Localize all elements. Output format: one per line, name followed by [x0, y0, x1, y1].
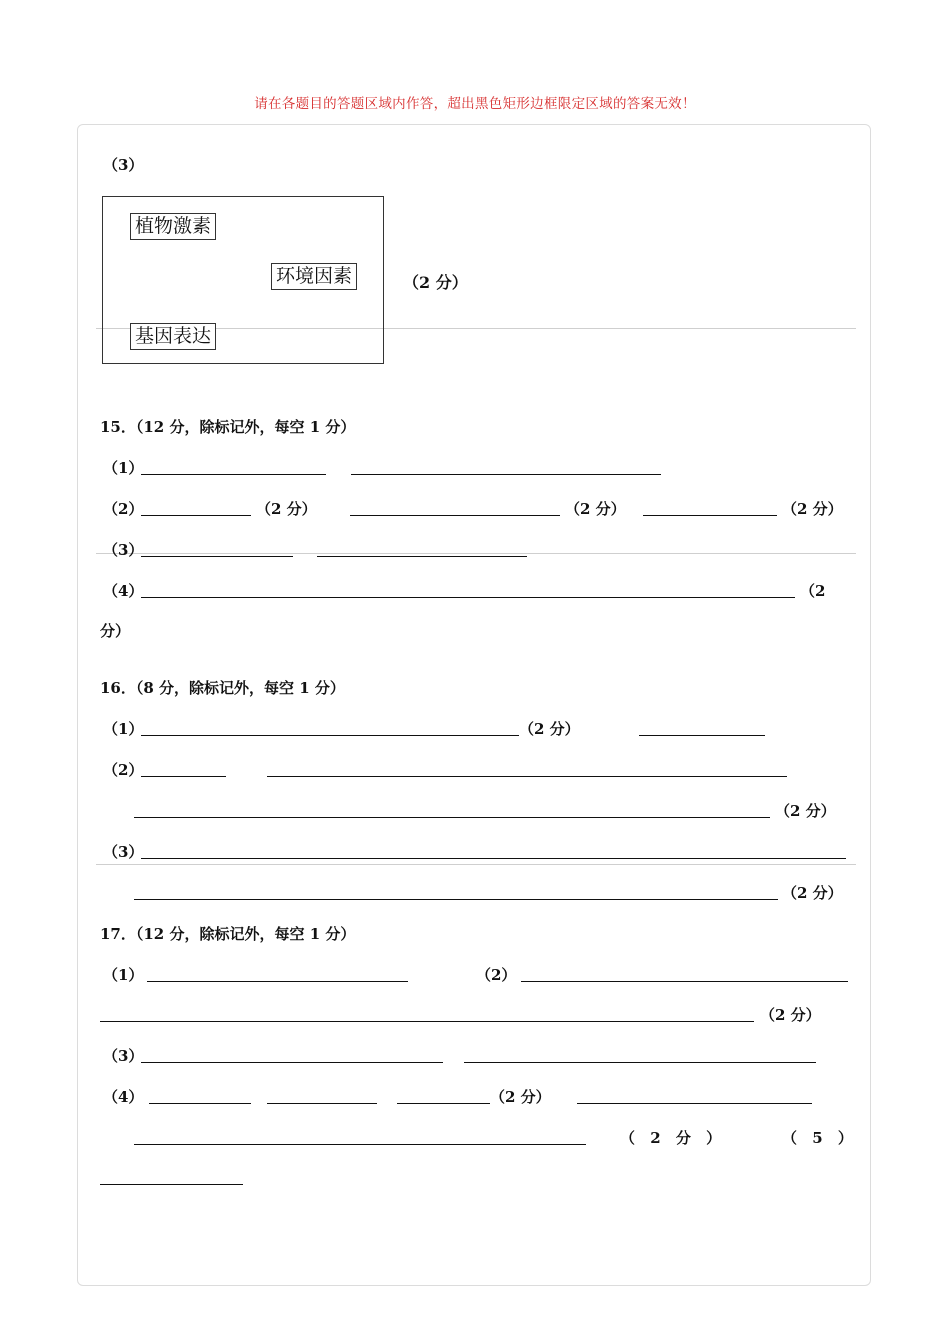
answer-blank[interactable]	[577, 1103, 812, 1104]
q14-part3-label: （3）	[103, 156, 144, 174]
q15-score-a: （2 分）	[256, 500, 317, 518]
q15-part1-label: （1）	[103, 459, 144, 477]
environment-factor-box: 环境因素	[271, 263, 357, 290]
q17-score-a: （2 分）	[760, 1006, 821, 1024]
answer-blank[interactable]	[141, 597, 795, 598]
q14-score: （2 分）	[403, 273, 468, 292]
answer-blank[interactable]	[141, 1062, 443, 1063]
answer-blank[interactable]	[147, 981, 408, 982]
answer-blank[interactable]	[100, 1021, 754, 1022]
q17-part3-label: （3）	[103, 1047, 144, 1065]
answer-blank[interactable]	[267, 776, 787, 777]
q17-score-c: （ 2 分 ）	[620, 1129, 722, 1147]
answer-blank[interactable]	[141, 515, 251, 516]
q17-part1-label: （1）	[103, 966, 144, 984]
q15-score-c: （2 分）	[782, 500, 843, 518]
q15-score-d-continued: 分）	[100, 622, 131, 640]
answer-blank[interactable]	[134, 899, 778, 900]
plant-hormone-box: 植物激素	[130, 213, 216, 240]
gene-expression-box: 基因表达	[130, 323, 216, 350]
q17-title: 17．（12 分，除标记外，每空 1 分）	[100, 925, 356, 943]
answer-area-warning: 请在各题目的答题区域内作答，超出黑色矩形边框限定区域的答案无效！	[254, 96, 696, 112]
q15-score-b: （2 分）	[565, 500, 626, 518]
answer-blank[interactable]	[141, 858, 846, 859]
q15-score-d: （2	[800, 582, 826, 600]
answer-blank[interactable]	[351, 474, 661, 475]
q15-part2-label: （2）	[103, 500, 144, 518]
answer-blank[interactable]	[141, 735, 519, 736]
q16-score-c: （2 分）	[782, 884, 843, 902]
answer-blank[interactable]	[141, 776, 226, 777]
answer-blank[interactable]	[100, 1184, 243, 1185]
answer-blank[interactable]	[134, 817, 770, 818]
answer-blank[interactable]	[643, 515, 777, 516]
q15-title: 15．（12 分，除标记外，每空 1 分）	[100, 418, 356, 436]
q16-score-a: （2 分）	[519, 720, 580, 738]
q16-part1-label: （1）	[103, 720, 144, 738]
regulation-diagram	[102, 196, 384, 364]
q17-score-b: （2 分）	[490, 1088, 551, 1106]
answer-blank[interactable]	[464, 1062, 816, 1063]
answer-blank[interactable]	[149, 1103, 251, 1104]
answer-blank[interactable]	[521, 981, 848, 982]
q16-score-b: （2 分）	[775, 802, 836, 820]
answer-blank[interactable]	[134, 1144, 586, 1145]
answer-blank[interactable]	[397, 1103, 490, 1104]
q17-part4-label: （4）	[103, 1088, 144, 1106]
answer-blank[interactable]	[267, 1103, 377, 1104]
q17-part2-label: （2）	[476, 966, 517, 984]
divider-line	[96, 553, 856, 554]
answer-blank[interactable]	[141, 474, 326, 475]
answer-blank[interactable]	[317, 556, 527, 557]
q15-part4-label: （4）	[103, 582, 144, 600]
q16-title: 16．（8 分，除标记外，每空 1 分）	[100, 679, 345, 697]
q15-part3-label: （3）	[103, 541, 144, 559]
q16-part3-label: （3）	[103, 843, 144, 861]
answer-blank[interactable]	[639, 735, 765, 736]
answer-blank[interactable]	[350, 515, 560, 516]
divider-line	[96, 864, 856, 865]
q16-part2-label: （2）	[103, 761, 144, 779]
q17-score-d: （ 5 ）	[782, 1129, 853, 1147]
answer-blank[interactable]	[141, 556, 293, 557]
